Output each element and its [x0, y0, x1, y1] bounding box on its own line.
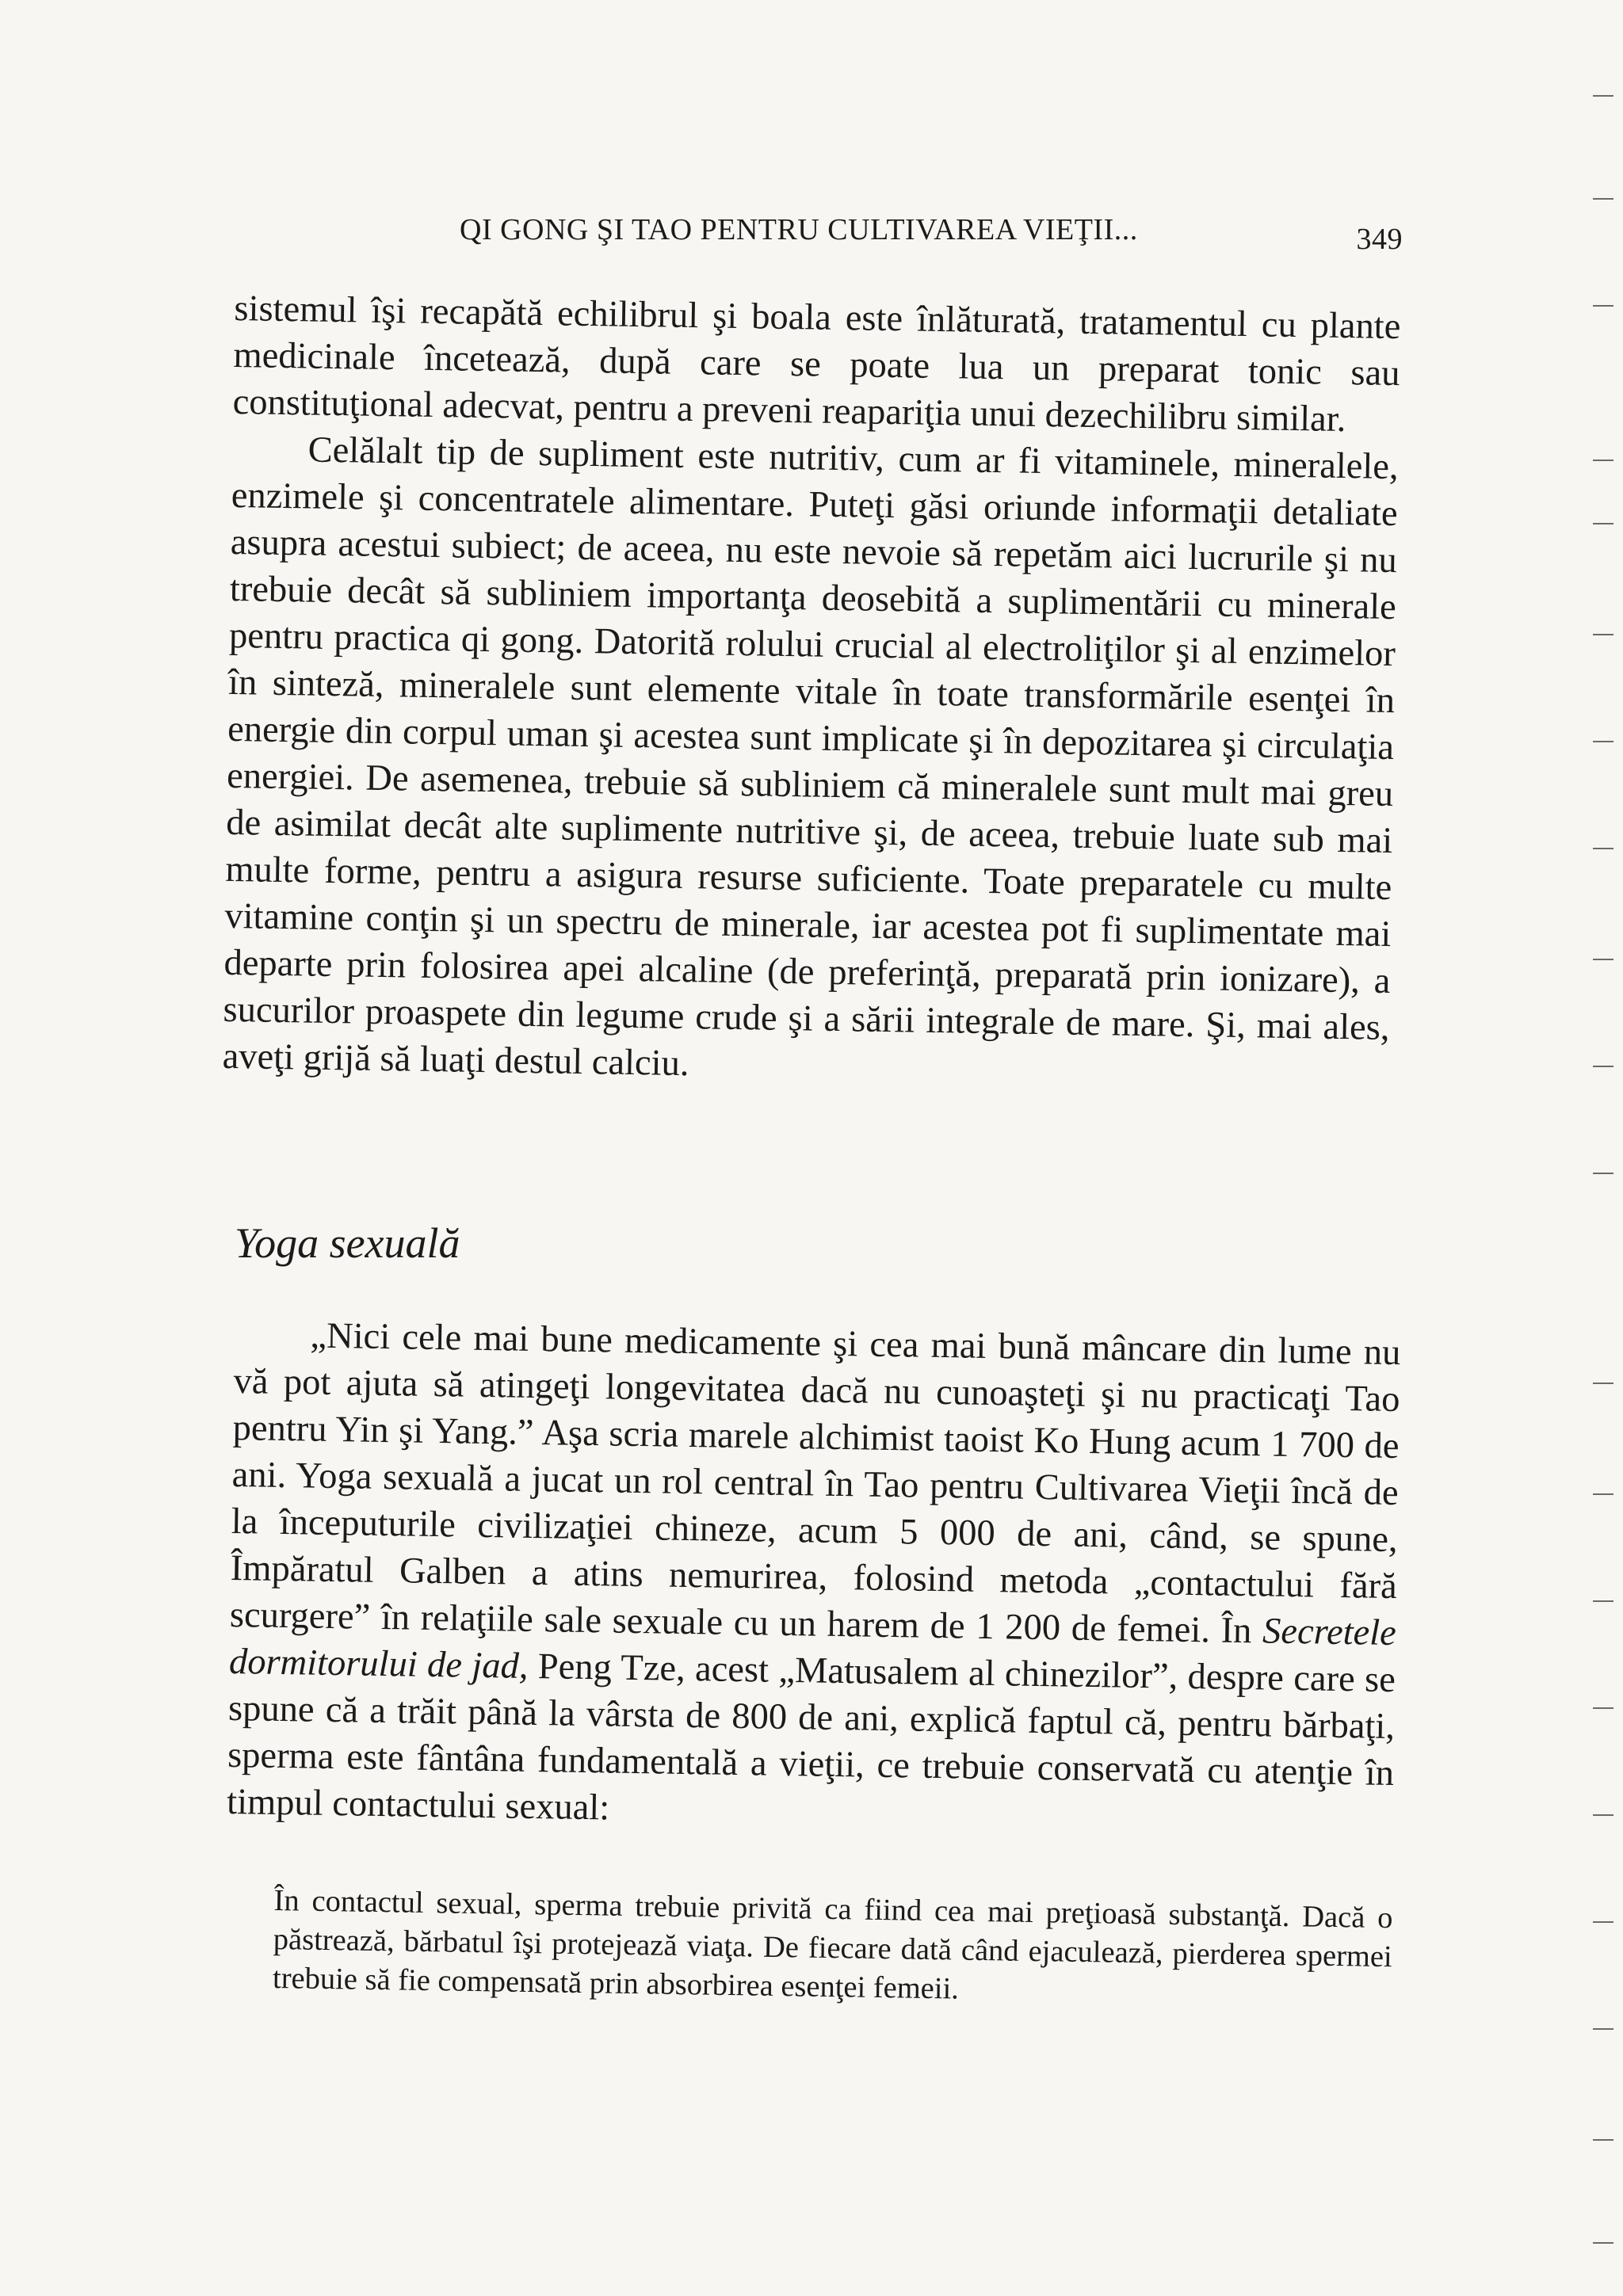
margin-tick — [1593, 198, 1613, 200]
paragraph-sexual-yoga — [227, 1311, 1401, 1844]
margin-tick — [1593, 2242, 1613, 2244]
margin-tick — [1593, 523, 1613, 524]
paragraph-part-1: „Nici cele mai bune medicamente şi cea mai bună mâncare din lume nu vă pot ajuta să atingeţi longevitatea dacă nu cunoaşteţi şi nu practicaţi Tao pentru Yin şi Yang.” Aşa scria marele alchimist taoist Ko Hung acum 1 700 de ani. Yoga sexuală a jucat un rol central în Tao pentru Cultivarea Vieţii încă de la începuturile civilizaţiei chineze, acum 5 000 de ani, când, se spune, Împăratul Galben a atins nemurirea, folosind metoda „contactului fără scurgere” în relaţiile sale sexuale cu un harem de 1 200 de femei. În — [229, 1315, 1401, 1652]
margin-tick — [1593, 2139, 1613, 2141]
paragraph-continued: sistemul îşi recapătă echilibrul şi boala este înlăturată, tratamentul cu plante medicinale încetează, după care se poate lua un preparat tonic sau constituţional adecvat, pentru a preveni reapariţia unui dezechilibru similar. — [232, 288, 1401, 441]
paragraph-supplements: Celălalt tip de supliment este nutritiv, cum ar fi vitaminele, mineralele, enzimele şi concentratele alimentare. Puteţi găsi oriunde informaţii detaliate asupra acestui subiect; de aceea, nu este nevoie să repetăm aici lucrurile şi nu trebuie decât să subliniem importanţa deosebită a suplimentării cu minerale pentru practica qi gong. Datorită rolului crucial al electroliţilor şi al enzimelor în sinteză, mineralele sunt elemente vitale în toate transformările esenţei în energie din corpul uman şi acestea sunt implicate şi în depozitarea şi circulaţia energiei. De asemenea, trebuie să subliniem că mineralele sunt mult mai greu de asimilat decât alte suplimente nutritive şi, de aceea, trebuie luate sub mai multe forme, pentru a asigura resurse suficiente. Toate preparatele cu multe vitamine conţin şi un spectru de minerale, iar acestea pot fi suplimentate mai departe prin folosirea apei alcaline (de preferinţă, preparată prin ionizare), a sucurilor proaspete din legume crude şi a sării integrale de mare. Şi, mai ales, aveţi grijă să luaţi destul calciu. — [222, 429, 1399, 1085]
margin-tick — [1593, 1173, 1613, 1174]
margin-tick — [1593, 95, 1613, 97]
quote-text: În contactul sexual, sperma trebuie privită ca fiind cea mai preţioasă substanţă. Dacă o păstrează, bărbatul îşi protejează viaţa. De fiecare dată când ejaculează, pierderea spermei trebuie să fie compensată prin absorbirea esenţei femeii. — [272, 1883, 1393, 2006]
paragraph-part-2: Peng Tze, acest „Matusalem al chinezilor”, despre care se spune că a trăit până la vârsta de 800 de ani, explică faptul că, pentru bărbaţi, sperma este fântâna fundamentală a vieţii, ce trebuie conservată cu atenţie în timpul contactului sexual: — [226, 1646, 1396, 1829]
block-quote — [273, 1882, 1393, 2016]
margin-tick — [1593, 1707, 1613, 1709]
running-title: QI GONG ŞI TAO PENTRU CULTIVAREA VIEŢII... — [460, 213, 1138, 246]
margin-tick — [1593, 1383, 1613, 1384]
margin-tick — [1593, 1921, 1613, 1923]
book-title-italic: Secretele dormitorului de jad, — [228, 1611, 1397, 1687]
margin-tick — [1593, 2028, 1613, 2030]
body-text-top — [222, 285, 1401, 1098]
margin-tick — [1593, 460, 1613, 461]
body-text-section — [227, 1311, 1401, 1844]
margin-tick — [1593, 1066, 1613, 1067]
scan-margin-marks — [1575, 0, 1623, 2296]
margin-tick — [1593, 1814, 1613, 1816]
margin-tick — [1593, 1493, 1613, 1495]
page-number: 349 — [1356, 223, 1403, 256]
margin-tick — [1593, 741, 1613, 742]
margin-tick — [1593, 305, 1613, 307]
margin-tick — [1593, 848, 1613, 849]
margin-tick — [1593, 1600, 1613, 1602]
section-heading: Yoga sexuală — [235, 1219, 460, 1267]
margin-tick — [1593, 959, 1613, 960]
margin-tick — [1593, 634, 1613, 635]
